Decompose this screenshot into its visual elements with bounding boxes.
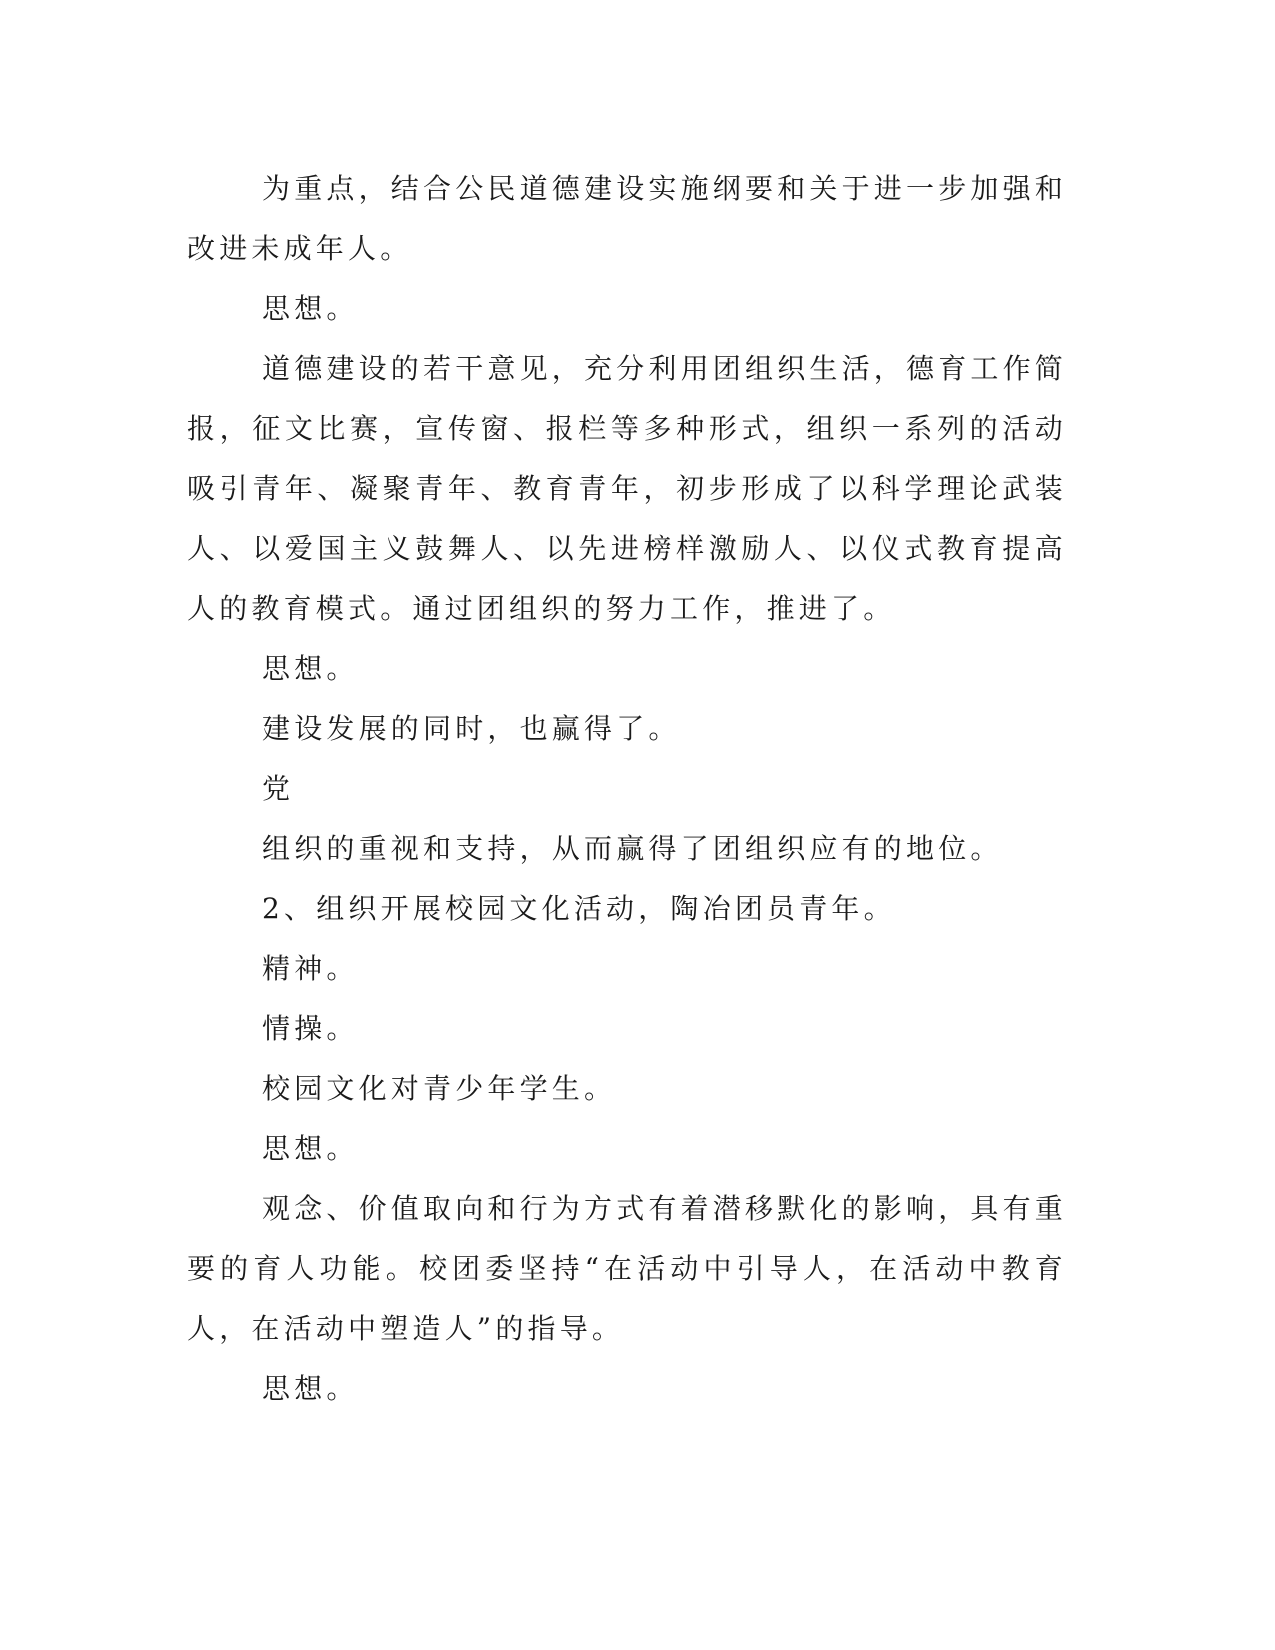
paragraph: 情操。 [262, 1012, 359, 1045]
paragraph: 组织的重视和支持，从而赢得了团组织应有的地位。 [262, 832, 1003, 865]
paragraph: 为重点，结合公民道德建设实施纲要和关于进一步加强和改进未成年人。 [187, 172, 1068, 265]
paragraph: 建设发展的同时，也赢得了。 [262, 712, 681, 745]
paragraph: 观念、价值取向和行为方式有着潜移默化的影响，具有重要的育人功能。校团委坚持“在活动中引导人，在活动中教育人，在活动中塑造人”的指导。 [187, 1192, 1068, 1345]
paragraph: 思想。 [262, 652, 359, 685]
paragraph: 思想。 [262, 292, 359, 325]
paragraph: 2、组织开展校园文化活动，陶冶团员青年。 [262, 892, 896, 925]
paragraph: 党 [262, 772, 295, 805]
document-body [187, 159, 1067, 1419]
paragraph: 思想。 [262, 1132, 359, 1165]
paragraph: 精神。 [262, 952, 359, 985]
paragraph: 校园文化对青少年学生。 [262, 1072, 617, 1105]
paragraph: 道德建设的若干意见，充分利用团组织生活，德育工作简报，征文比赛，宣传窗、报栏等多种形式，组织一系列的活动吸引青年、凝聚青年、教育青年，初步形成了以科学理论武装人、以爱国主义鼓舞人、以先进榜样激励人、以仪式教育提高人的教育模式。通过团组织的努力工作，推进了。 [187, 352, 1068, 625]
paragraph: 思想。 [262, 1372, 359, 1405]
